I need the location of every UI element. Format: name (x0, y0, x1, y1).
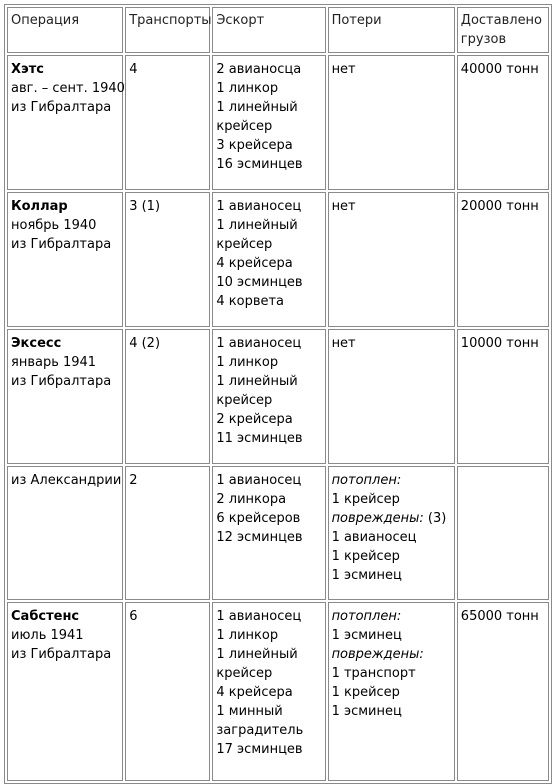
escort-item: 1 авианосец (216, 473, 302, 488)
operation-cell (7, 329, 123, 464)
operation-origin: из Александрии (11, 473, 122, 488)
header-delivered: Доставлено грузов (457, 7, 549, 53)
escort-item: 1 авианосец (216, 199, 302, 214)
escort-item: 12 эсминцев (216, 530, 303, 545)
operation-date: ноябрь 1940 (11, 218, 97, 233)
escort-item: 1 авианосец (216, 609, 302, 624)
header-row (7, 7, 549, 53)
escort-item: 1 минный заградитель (216, 704, 304, 738)
operation-cell (7, 466, 123, 600)
escort-cell (212, 602, 325, 781)
escort-item: 1 линкор (216, 355, 279, 370)
escort-item: 1 линкор (216, 628, 279, 643)
escort-cell (212, 466, 325, 600)
escort-cell (212, 192, 325, 327)
escort-item: 16 эсминцев (216, 157, 303, 172)
escort-item: 1 линкор (216, 81, 279, 96)
losses-cell: нет (328, 192, 455, 327)
table-row (7, 192, 549, 327)
table-row (7, 602, 549, 781)
loss-item: 1 авианосец (331, 530, 417, 545)
transports-cell: 4 (125, 55, 210, 190)
escort-item: 4 крейсера (216, 685, 293, 700)
sunk-label: потоплен: (331, 609, 402, 624)
escort-item: 2 линкора (216, 492, 287, 507)
delivered-cell: 65000 тонн (457, 602, 549, 781)
escort-item: 11 эсминцев (216, 431, 303, 446)
escort-item: 1 линейный крейсер (216, 374, 298, 408)
loss-item: 1 транспорт (331, 666, 416, 681)
delivered-cell (457, 466, 549, 600)
escort-item: 1 линейный крейсер (216, 100, 298, 134)
loss-item: 1 крейсер (331, 549, 400, 564)
operation-cell (7, 55, 123, 190)
escort-item: 2 авианосца (216, 62, 302, 77)
transports-cell: 6 (125, 602, 210, 781)
operation-cell (7, 192, 123, 327)
escort-item: 3 крейсера (216, 138, 293, 153)
delivered-cell: 20000 тонн (457, 192, 549, 327)
operation-origin: из Гибралтара (11, 374, 112, 389)
header-escort: Эскорт (212, 7, 325, 53)
transports-cell: 4 (2) (125, 329, 210, 464)
escort-item: 6 крейсеров (216, 511, 301, 526)
escort-item: 4 корвета (216, 294, 285, 309)
damaged-note: (3) (423, 511, 447, 526)
operation-name: Сабстенс (11, 609, 80, 624)
loss-item: 1 эсминец (331, 704, 402, 719)
losses-cell: нет (328, 329, 455, 464)
transports-cell: 2 (125, 466, 210, 600)
operation-name: Эксесс (11, 336, 62, 351)
escort-item: 10 эсминцев (216, 275, 303, 290)
loss-item: 1 эсминец (331, 568, 402, 583)
losses-cell (328, 602, 455, 781)
loss-item: 1 эсминец (331, 628, 402, 643)
escort-item: 4 крейсера (216, 256, 293, 271)
escort-cell (212, 329, 325, 464)
damaged-label: повреждены: (331, 647, 424, 662)
operation-origin: из Гибралтара (11, 647, 112, 662)
operations-table (4, 4, 552, 784)
loss-item: 1 крейсер (331, 492, 400, 507)
header-operation: Операция (7, 7, 123, 53)
escort-item: 1 линейный крейсер (216, 647, 298, 681)
operation-date: июль 1941 (11, 628, 84, 643)
table-row (7, 329, 549, 464)
header-transports: Транспорты (125, 7, 210, 53)
operation-name: Коллар (11, 199, 68, 214)
header-losses: Потери (328, 7, 455, 53)
operation-origin: из Гибралтара (11, 100, 112, 115)
operation-date: январь 1941 (11, 355, 97, 370)
sunk-label: потоплен: (331, 473, 402, 488)
operation-origin: из Гибралтара (11, 237, 112, 252)
loss-item: 1 крейсер (331, 685, 400, 700)
escort-item: 17 эсминцев (216, 742, 303, 757)
transports-cell: 3 (1) (125, 192, 210, 327)
escort-item: 1 линейный крейсер (216, 218, 298, 252)
operation-cell (7, 602, 123, 781)
escort-item: 2 крейсера (216, 412, 293, 427)
table-row (7, 55, 549, 190)
delivered-cell: 40000 тонн (457, 55, 549, 190)
escort-cell (212, 55, 325, 190)
losses-cell (328, 466, 455, 600)
operation-name: Хэтс (11, 62, 44, 77)
damaged-label: повреждены: (331, 511, 424, 526)
escort-item: 1 авианосец (216, 336, 302, 351)
table-row (7, 466, 549, 600)
operation-date: авг. – сент. 1940 (11, 81, 125, 96)
delivered-cell: 10000 тонн (457, 329, 549, 464)
losses-cell: нет (328, 55, 455, 190)
